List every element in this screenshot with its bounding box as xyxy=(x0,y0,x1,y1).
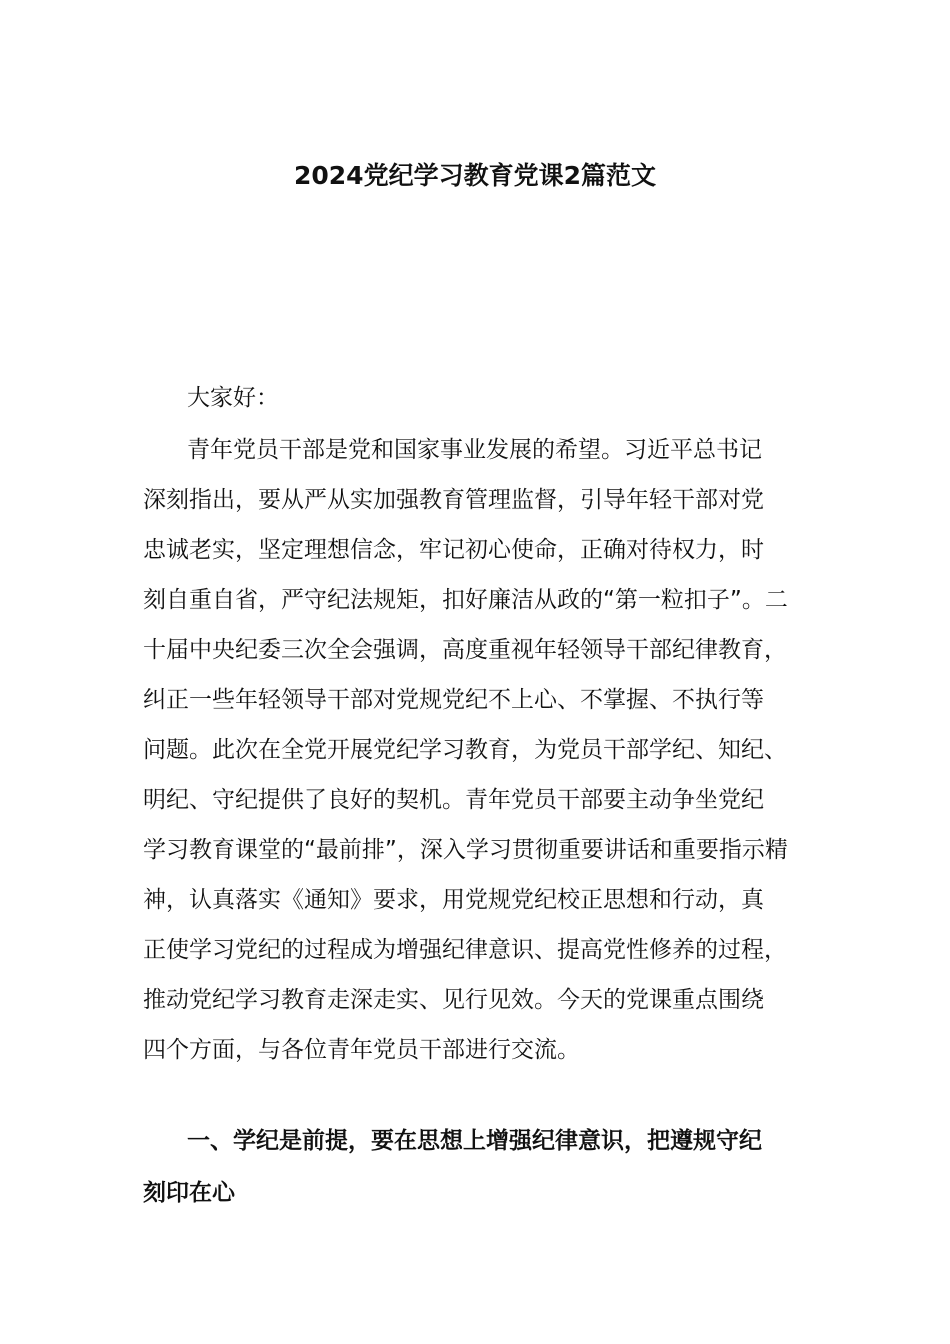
paragraph-line: 正使学习党纪的过程成为增强纪律意识、提高党性修养的过程， xyxy=(143,937,787,963)
paragraph-line: 学习教育课堂的“最前排”，深入学习贯彻重要讲话和重要指示精 xyxy=(143,837,788,863)
section-heading-line: 刻印在心 xyxy=(143,1180,235,1206)
paragraph-line: 刻自重自省，严守纪法规矩，扣好廉洁从政的“第一粒扣子”。二 xyxy=(143,587,788,613)
paragraph-line: 忠诚老实，坚定理想信念，牢记初心使命，正确对待权力，时 xyxy=(143,537,764,563)
paragraph-line: 深刻指出，要从严从实加强教育管理监督，引导年轻干部对党 xyxy=(143,487,764,513)
paragraph-line: 十届中央纪委三次全会强调，高度重视年轻领导干部纪律教育， xyxy=(143,637,787,663)
paragraph-line: 纠正一些年轻领导干部对党规党纪不上心、不掌握、不执行等 xyxy=(143,687,764,713)
greeting-text: 大家好： xyxy=(187,385,279,411)
paragraph-line: 问题。此次在全党开展党纪学习教育，为党员干部学纪、知纪、 xyxy=(143,737,787,763)
body-paragraph xyxy=(143,425,811,1075)
paragraph-line: 青年党员干部是党和国家事业发展的希望。习近平总书记 xyxy=(187,437,762,463)
section-heading xyxy=(143,1115,811,1219)
document-title: 2024党纪学习教育党课2篇范文 xyxy=(294,161,656,190)
paragraph-line: 神，认真落实《通知》要求，用党规党纪校正思想和行动，真 xyxy=(143,887,764,913)
section-heading-line: 一、学纪是前提，要在思想上增强纪律意识，把遵规守纪 xyxy=(187,1128,762,1154)
paragraph-line: 明纪、守纪提供了良好的契机。青年党员干部要主动争坐党纪 xyxy=(143,787,764,813)
paragraph-line: 四个方面，与各位青年党员干部进行交流。 xyxy=(143,1037,580,1063)
paragraph-line: 推动党纪学习教育走深走实、见行见效。今天的党课重点围绕 xyxy=(143,987,764,1013)
